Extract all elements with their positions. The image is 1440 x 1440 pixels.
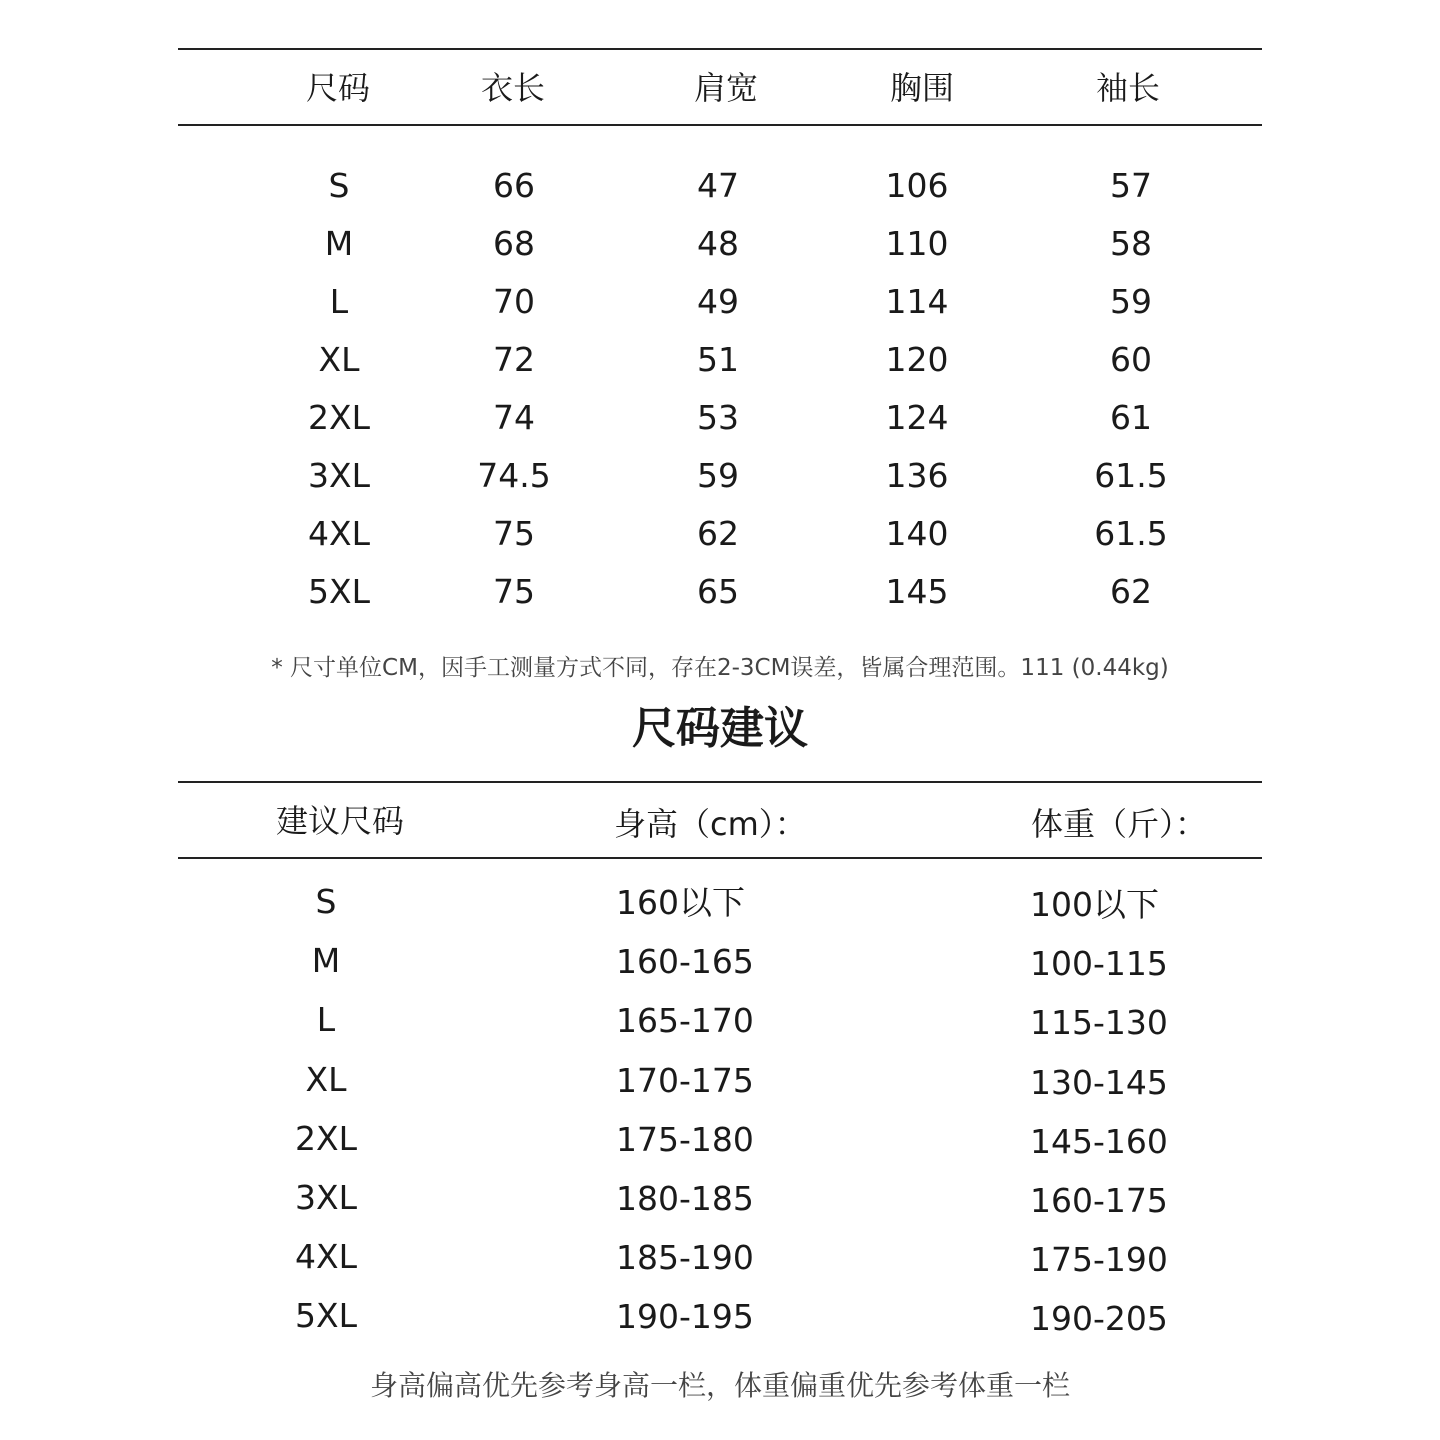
cell-chest: 136: [885, 456, 949, 495]
header-size: 尺码: [305, 69, 371, 107]
cell-chest: 120: [885, 340, 949, 379]
cell-shoulder: 51: [697, 340, 739, 379]
cell-size: 5XL: [308, 572, 370, 611]
cell-sleeve: 61.5: [1094, 514, 1168, 553]
cell-length: 74: [493, 398, 535, 437]
cell-size: L: [329, 282, 349, 321]
cell-height: 160-165: [616, 942, 754, 981]
rec-top-rule: [178, 781, 1262, 783]
header-sleeve: 袖长: [1095, 69, 1161, 107]
table-header-rule: [178, 124, 1262, 126]
cell-weight: 100以下: [1030, 885, 1159, 924]
cell-length: 75: [493, 572, 535, 611]
cell-sleeve: 61: [1110, 398, 1152, 437]
cell-weight: 175-190: [1030, 1240, 1168, 1279]
table-top-rule: [178, 48, 1262, 50]
cell-weight: 100-115: [1030, 944, 1168, 983]
cell-size: M: [324, 224, 354, 263]
cell-size: L: [316, 1000, 336, 1039]
cell-size: S: [315, 882, 337, 921]
cell-shoulder: 62: [697, 514, 739, 553]
cell-weight: 115-130: [1030, 1003, 1168, 1042]
header-weight: 体重（斤）：: [1031, 805, 1208, 843]
cell-chest: 110: [885, 224, 949, 263]
cell-size: 3XL: [308, 456, 370, 495]
cell-size: 2XL: [295, 1119, 357, 1158]
rec-header-rule: [178, 857, 1262, 859]
cell-size: 2XL: [308, 398, 370, 437]
header-height: 身高（cm）：: [614, 805, 807, 843]
cell-shoulder: 49: [697, 282, 739, 321]
cell-chest: 106: [885, 166, 949, 205]
header-shoulder: 肩宽: [693, 69, 759, 107]
cell-height: 185-190: [616, 1238, 754, 1277]
cell-chest: 140: [885, 514, 949, 553]
cell-shoulder: 47: [697, 166, 739, 205]
cell-weight: 130-145: [1030, 1063, 1168, 1102]
cell-size: 3XL: [295, 1178, 357, 1217]
cell-sleeve: 58: [1110, 224, 1152, 263]
cell-height: 160以下: [616, 883, 745, 922]
cell-size: S: [328, 166, 350, 205]
section-title: 尺码建议: [632, 703, 808, 754]
cell-sleeve: 60: [1110, 340, 1152, 379]
cell-sleeve: 61.5: [1094, 456, 1168, 495]
cell-length: 66: [493, 166, 535, 205]
cell-shoulder: 48: [697, 224, 739, 263]
cell-height: 190-195: [616, 1297, 754, 1336]
cell-length: 72: [493, 340, 535, 379]
cell-length: 70: [493, 282, 535, 321]
cell-height: 175-180: [616, 1120, 754, 1159]
header-recommended-size: 建议尺码: [276, 802, 405, 840]
cell-sleeve: 62: [1110, 572, 1152, 611]
cell-height: 170-175: [616, 1061, 754, 1100]
cell-size: 4XL: [308, 514, 370, 553]
cell-height: 180-185: [616, 1179, 754, 1218]
cell-chest: 145: [885, 572, 949, 611]
cell-size: XL: [305, 1060, 347, 1099]
cell-chest: 124: [885, 398, 949, 437]
cell-shoulder: 59: [697, 456, 739, 495]
cell-chest: 114: [885, 282, 949, 321]
header-chest: 胸围: [889, 69, 955, 107]
measurement-note: * 尺寸单位CM，因手工测量方式不同，存在2-3CM误差，皆属合理范围。111 (0.44kg): [271, 655, 1169, 681]
cell-sleeve: 57: [1110, 166, 1152, 205]
cell-length: 75: [493, 514, 535, 553]
cell-weight: 190-205: [1030, 1299, 1168, 1338]
cell-length: 68: [493, 224, 535, 263]
header-length: 衣长: [480, 69, 546, 107]
cell-shoulder: 65: [697, 572, 739, 611]
cell-size: XL: [318, 340, 360, 379]
cell-length: 74.5: [477, 456, 551, 495]
recommendation-footer: 身高偏高优先参考身高一栏，体重偏重优先参考体重一栏: [369, 1369, 1070, 1402]
cell-height: 165-170: [616, 1001, 754, 1040]
cell-shoulder: 53: [697, 398, 739, 437]
cell-weight: 160-175: [1030, 1181, 1168, 1220]
cell-sleeve: 59: [1110, 282, 1152, 321]
cell-size: M: [311, 941, 341, 980]
cell-size: 4XL: [295, 1237, 357, 1276]
cell-weight: 145-160: [1030, 1122, 1168, 1161]
cell-size: 5XL: [295, 1296, 357, 1335]
